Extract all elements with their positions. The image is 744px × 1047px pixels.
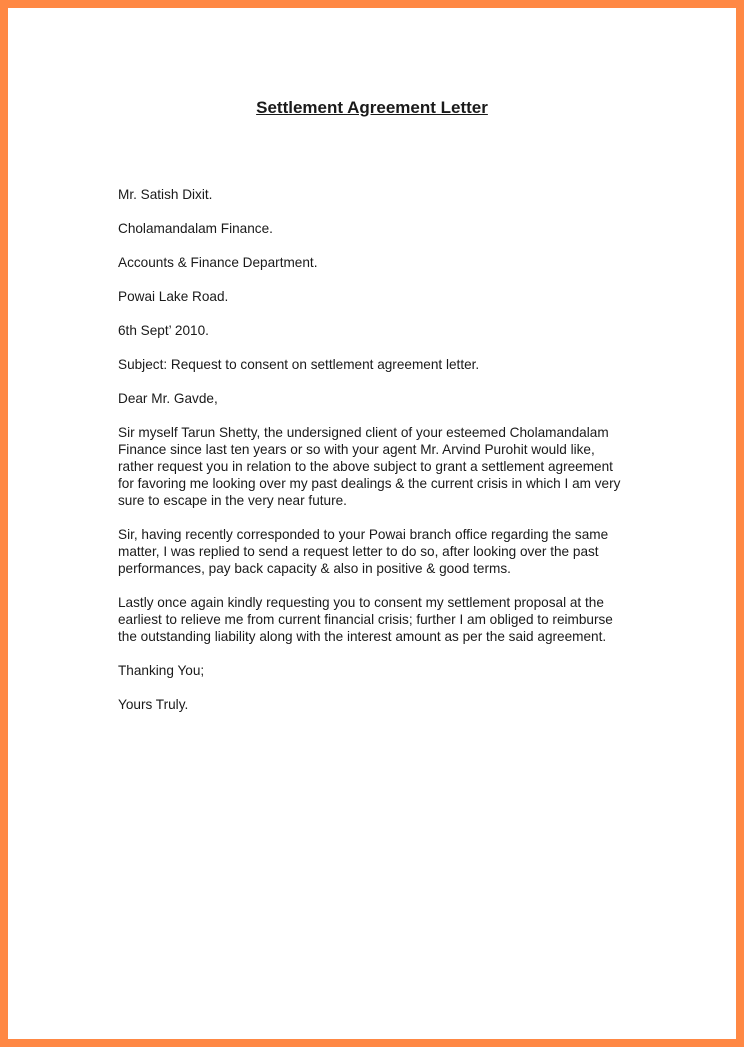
recipient-address: Powai Lake Road.	[118, 289, 229, 304]
letter-paragraph: Sir, having recently corresponded to your Powai branch office regarding the same matter, I was replied to send a request letter to do so, after looking over the past performances, pay back capacity & also in positive & good terms.	[118, 527, 609, 576]
letter-date: 6th Sept’ 2010.	[118, 323, 209, 338]
letter-paragraph: Lastly once again kindly requesting you to consent my settlement proposal at the earliest to relieve me from current financial crisis; further I am obliged to reimburse the outstanding liability along with the interest amount as per the said agreement.	[118, 595, 613, 644]
recipient-company: Cholamandalam Finance.	[118, 221, 273, 236]
recipient-department: Accounts & Finance Department.	[118, 255, 318, 270]
letter-page	[8, 8, 736, 1039]
letter-body	[118, 186, 630, 730]
letter-paragraph: Sir myself Tarun Shetty, the undersigned client of your esteemed Cholamandalam Finance since last ten years or so with your agent Mr. Arvind Purohit would like, rather request you in relation to the above subject to grant a settlement agreement for favoring me looking over my past dealings & the current crisis in which I am very sure to escape in the very near future.	[118, 425, 621, 508]
recipient-name: Mr. Satish Dixit.	[118, 187, 213, 202]
letter-subject: Subject: Request to consent on settlement agreement letter.	[118, 357, 480, 372]
closing-sign: Yours Truly.	[118, 697, 189, 712]
letter-salutation: Dear Mr. Gavde,	[118, 391, 218, 406]
closing-thanks: Thanking You;	[118, 663, 205, 678]
letter-title: Settlement Agreement Letter	[256, 98, 488, 117]
